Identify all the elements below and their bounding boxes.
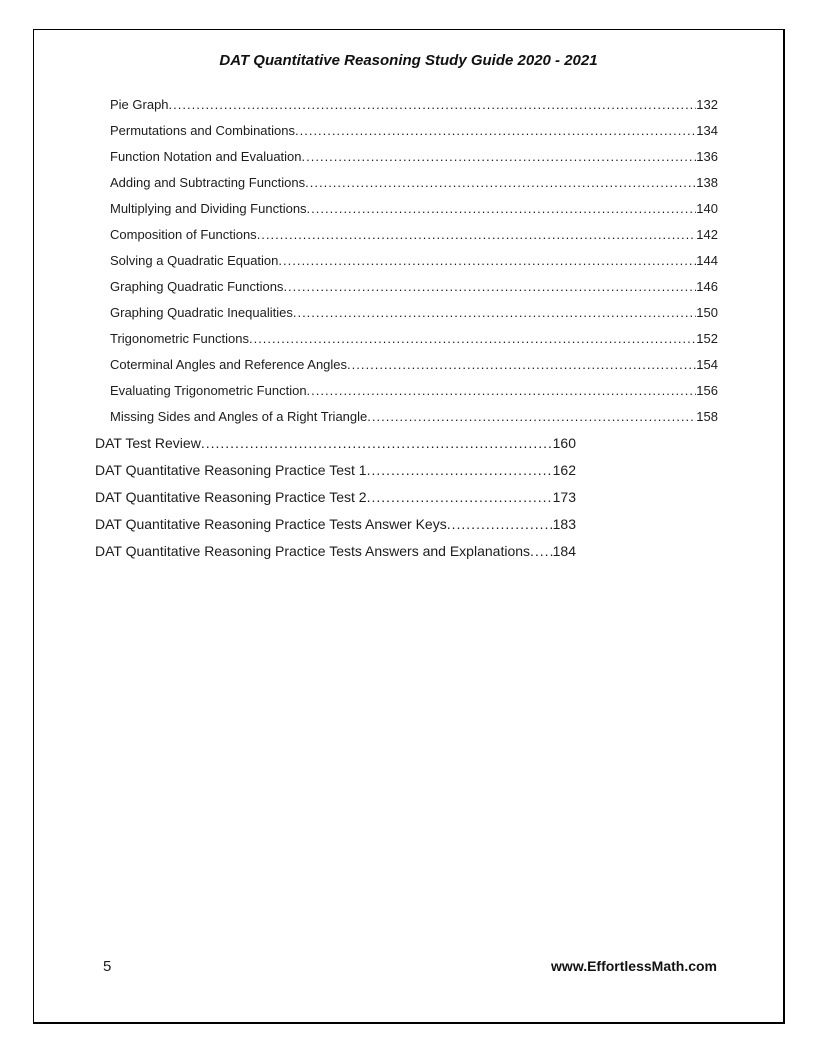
toc-entry-page: 146 bbox=[696, 279, 718, 294]
dot-leader bbox=[295, 118, 696, 144]
page-number: 5 bbox=[103, 958, 112, 975]
toc-entry-page: 183 bbox=[552, 516, 576, 532]
toc-main-entries bbox=[95, 430, 576, 565]
toc-entry-page: 132 bbox=[696, 97, 718, 112]
toc-entry-page: 184 bbox=[552, 543, 576, 559]
toc-entry bbox=[110, 404, 718, 430]
toc-entry-label: Trigonometric Functions bbox=[110, 331, 249, 346]
toc-entry bbox=[110, 144, 718, 170]
toc-entry-page: 136 bbox=[696, 149, 718, 164]
toc-sub-entries bbox=[110, 92, 718, 430]
toc-entry-label: Evaluating Trigonometric Function bbox=[110, 383, 307, 398]
toc-entry-label: Coterminal Angles and Reference Angles bbox=[110, 357, 348, 372]
toc-entry bbox=[110, 92, 718, 118]
dot-leader bbox=[307, 378, 697, 404]
dot-leader bbox=[293, 300, 696, 326]
toc-entry-label: DAT Test Review bbox=[95, 435, 201, 451]
toc-entry-page: 140 bbox=[696, 201, 718, 216]
dot-leader bbox=[307, 196, 697, 222]
toc-entry bbox=[95, 457, 576, 484]
toc-entry bbox=[110, 378, 718, 404]
toc-entry-page: 162 bbox=[552, 462, 576, 478]
toc-entry bbox=[110, 222, 718, 248]
page-header-title: DAT Quantitative Reasoning Study Guide 2020 - 2021 bbox=[219, 52, 598, 69]
toc-entry-label: Composition of Functions bbox=[110, 227, 257, 242]
toc-entry-page: 138 bbox=[696, 175, 718, 190]
dot-leader bbox=[169, 92, 697, 118]
toc-entry-page: 142 bbox=[696, 227, 718, 242]
toc-entry bbox=[110, 196, 718, 222]
toc-entry-label: DAT Quantitative Reasoning Practice Test 1 bbox=[95, 462, 367, 478]
toc-entry-page: 144 bbox=[696, 253, 718, 268]
toc-entry-page: 173 bbox=[552, 489, 576, 505]
dot-leader bbox=[201, 430, 553, 457]
dot-leader bbox=[283, 274, 696, 300]
toc-entry-label: DAT Quantitative Reasoning Practice Tests Answers and Explanations bbox=[95, 543, 531, 559]
toc-entry-label: Graphing Quadratic Inequalities bbox=[110, 305, 293, 320]
toc-entry-page: 150 bbox=[696, 305, 718, 320]
toc-entry-label: Function Notation and Evaluation bbox=[110, 149, 302, 164]
dot-leader bbox=[530, 538, 553, 565]
website-url: www.EffortlessMath.com bbox=[551, 958, 717, 974]
toc-entry bbox=[110, 170, 718, 196]
toc-entry bbox=[110, 352, 718, 378]
dot-leader bbox=[257, 222, 697, 248]
toc-entry-label: Pie Graph bbox=[110, 97, 169, 112]
dot-leader bbox=[302, 144, 697, 170]
toc-entry bbox=[110, 118, 718, 144]
toc-entry-page: 152 bbox=[696, 331, 718, 346]
toc-entry bbox=[110, 248, 718, 274]
dot-leader bbox=[278, 248, 696, 274]
toc-entry-page: 160 bbox=[552, 435, 576, 451]
toc-entry-page: 158 bbox=[696, 409, 718, 424]
page-footer bbox=[103, 955, 717, 977]
toc-entry-label: Solving a Quadratic Equation bbox=[110, 253, 279, 268]
toc-entry-label: Missing Sides and Angles of a Right Triangle bbox=[110, 409, 368, 424]
toc-entry bbox=[110, 274, 718, 300]
toc-entry bbox=[110, 326, 718, 352]
toc-entry bbox=[95, 484, 576, 511]
toc-entry-page: 154 bbox=[696, 357, 718, 372]
dot-leader bbox=[305, 170, 696, 196]
dot-leader bbox=[367, 404, 696, 430]
toc-entry-page: 156 bbox=[696, 383, 718, 398]
toc-entry bbox=[95, 538, 576, 565]
toc-entry bbox=[95, 511, 576, 538]
dot-leader bbox=[367, 484, 553, 511]
dot-leader bbox=[367, 457, 553, 484]
dot-leader bbox=[447, 511, 553, 538]
toc-entry-label: Graphing Quadratic Functions bbox=[110, 279, 284, 294]
toc-entry-label: Adding and Subtracting Functions bbox=[110, 175, 306, 190]
toc-entry-label: Multiplying and Dividing Functions bbox=[110, 201, 307, 216]
toc-entry-page: 134 bbox=[696, 123, 718, 138]
dot-leader bbox=[249, 326, 696, 352]
toc-entry-label: Permutations and Combinations bbox=[110, 123, 295, 138]
page-border bbox=[33, 29, 785, 1024]
toc-entry bbox=[95, 430, 576, 457]
toc-entry bbox=[110, 300, 718, 326]
toc-entry-label: DAT Quantitative Reasoning Practice Test 2 bbox=[95, 489, 367, 505]
toc-entry-label: DAT Quantitative Reasoning Practice Tests Answer Keys bbox=[95, 516, 447, 532]
dot-leader bbox=[347, 352, 696, 378]
